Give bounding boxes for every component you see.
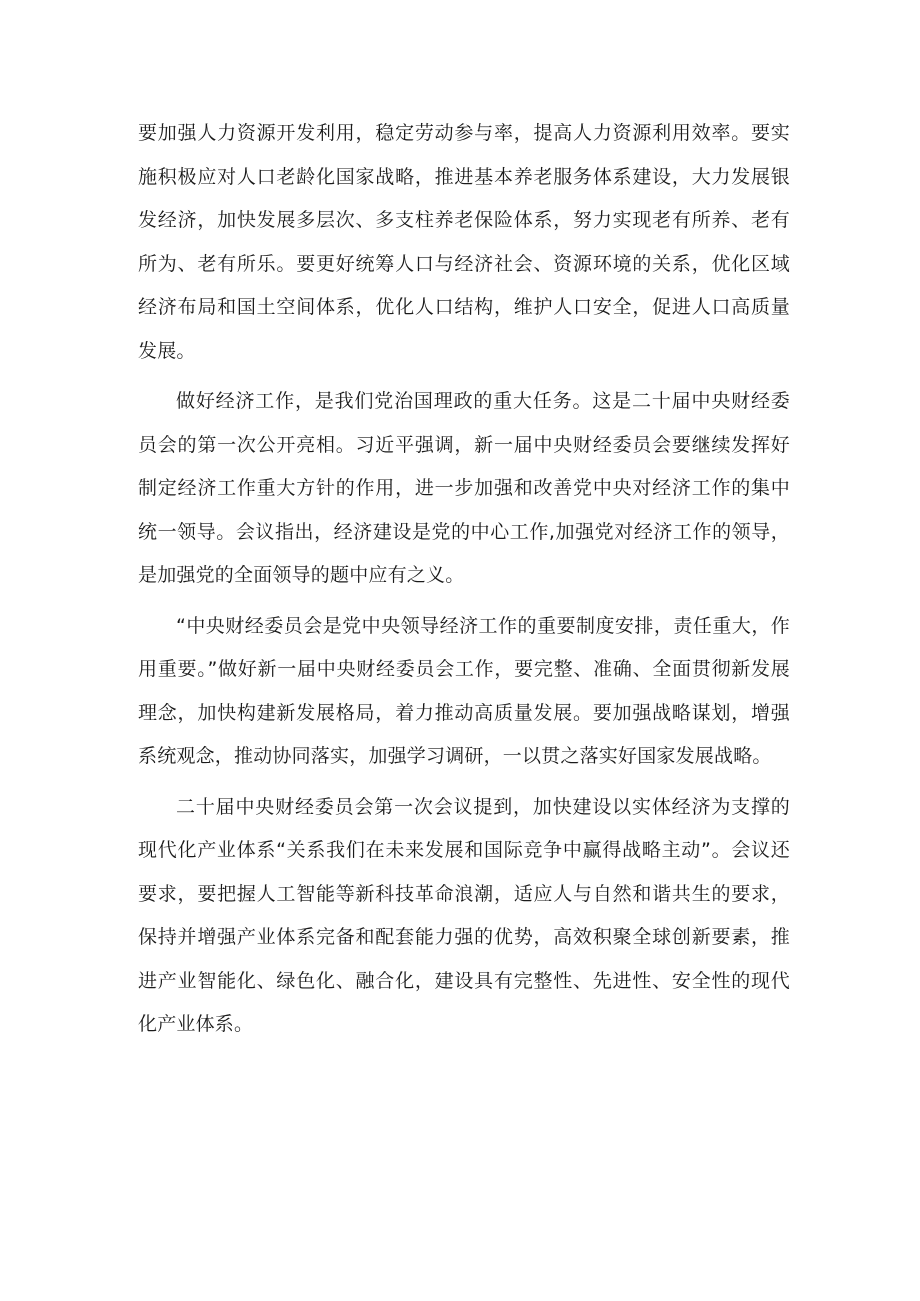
paragraph-4: 二十届中央财经委员会第一次会议提到，加快建设以实体经济为支撑的现代化产业体系“关系我们在未来发展和国际竞争中赢得战略主动”。会议还要求，要把握人工智能等新科技革命浪潮，适应人与自然和谐共生的要求，保持并增强产业体系完备和配套能力强的优势，高效积聚全球创新要素，推进产业智能化、绿色化、融合化，建设具有完整性、先进性、安全性的现代化产业体系。 [138, 795, 790, 1035]
paragraph-3: “中央财经委员会是党中央领导经济工作的重要制度安排，责任重大，作用重要。”做好新一届中央财经委员会工作，要完整、准确、全面贯彻新发展理念，加快构建新发展格局，着力推动高质量发展。要加强战略谋划，增强系统观念，推动协同落实，加强学习调研，一以贯之落实好国家发展战略。 [138, 614, 790, 767]
paragraph-1: 要加强人力资源开发利用，稳定劳动参与率，提高人力资源利用效率。要实施积极应对人口老龄化国家战略，推进基本养老服务体系建设，大力发展银发经济，加快发展多层次、多支柱养老保险体系，努力实现老有所养、老有所为、老有所乐。要更好统筹人口与经济社会、资源环境的关系，优化区域经济布局和国土空间体系，优化人口结构，维护人口安全，促进人口高质量发展。 [138, 122, 790, 362]
paragraph-2: 做好经济工作，是我们党治国理政的重大任务。这是二十届中央财经委员会的第一次公开亮相。习近平强调，新一届中央财经委员会要继续发挥好制定经济工作重大方针的作用，进一步加强和改善党中央对经济工作的集中统一领导。会议指出，经济建设是党的中心工作,加强党对经济工作的领导，是加强党的全面领导的题中应有之义。 [138, 390, 790, 586]
document-body [138, 112, 790, 1054]
